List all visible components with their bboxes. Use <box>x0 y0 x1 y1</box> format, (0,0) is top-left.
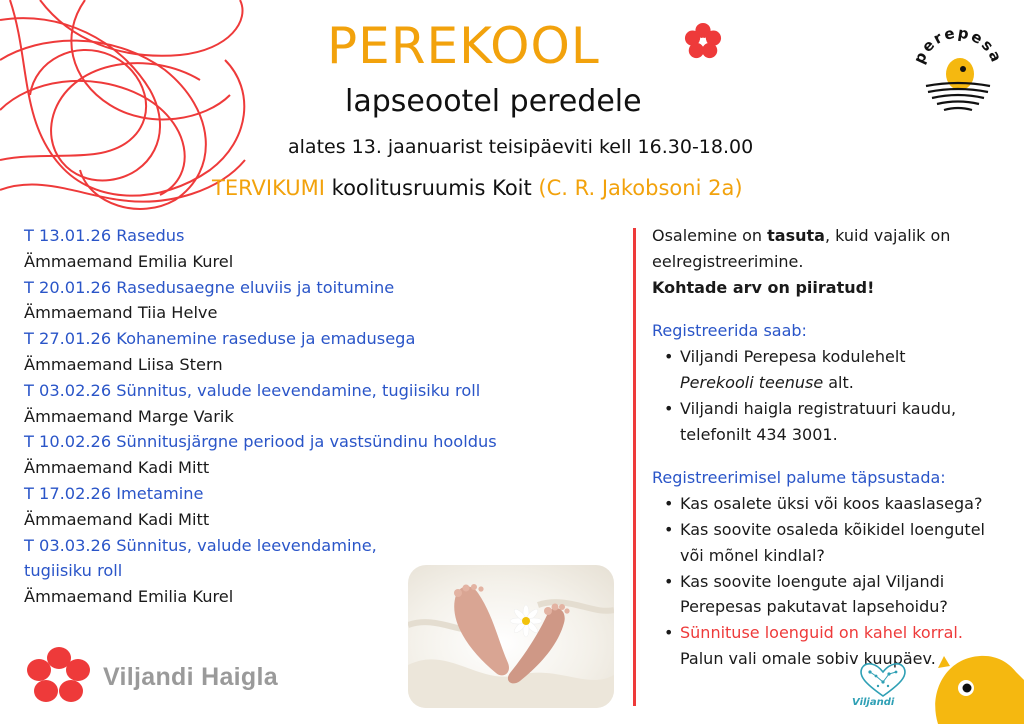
list-item: • Kas osalete üksi või koos kaaslasega? <box>652 491 1012 517</box>
participation-text: Osalemine on <box>652 226 768 245</box>
lecture-title: T 10.02.26 Sünnitusjärgne periood ja vastsündinu hooldus <box>24 432 497 452</box>
schedule-dateline: alates 13. jaanuarist teisipäeviti kell 16.30-18.00 <box>288 136 754 158</box>
lecture-title-continued: tugiisiku roll <box>24 561 123 581</box>
page-title: PEREKOOL <box>327 17 600 75</box>
lecture-title: T 03.02.26 Sünnitus, valude leevendamine, tugiisiku roll <box>24 380 481 400</box>
page-subtitle: lapseootel peredele <box>345 84 642 119</box>
lecturer-name: Ämmaemand Kadi Mitt <box>24 458 210 478</box>
venue-address: (C. R. Jakobsoni 2a) <box>538 176 743 200</box>
list-item: • Kas soovite loengute ajal Viljandi Perepesas pakutavat lapsehoidu? <box>652 569 1012 621</box>
lecture-title: T 17.02.26 Imetamine <box>24 483 204 503</box>
registration-heading: Registreerida saab: <box>652 321 807 341</box>
lecturer-name: Ämmaemand Tiia Helve <box>24 303 218 323</box>
lecturer-name: Ämmaemand Emilia Kurel <box>24 251 234 271</box>
baby-feet-illustration <box>408 565 614 708</box>
specify-heading: Registreerimisel palume täpsustada: <box>652 468 946 488</box>
limited-places-note: Kohtade arv on piiratud! <box>652 277 875 297</box>
flower-icon <box>684 22 722 60</box>
perepesa-logo <box>908 22 1008 122</box>
registration-list <box>652 344 1012 447</box>
viljandi-city-logo <box>856 660 910 698</box>
bird-mascot-icon <box>920 652 1024 724</box>
free-label: tasuta <box>767 226 825 245</box>
lecturer-name: Ämmaemand Kadi Mitt <box>24 509 210 529</box>
column-divider <box>633 228 636 706</box>
participation-note <box>652 223 1012 275</box>
haigla-flower-icon <box>26 646 92 704</box>
baby-feet-photo <box>408 565 614 708</box>
perepesa-logo-text: perepesa <box>909 23 1007 67</box>
haigla-logo-text: Viljandi Haigla <box>103 663 278 691</box>
venue-room: koolitusruumis Koit <box>325 176 539 200</box>
venue-org: TERVIKUMI <box>212 176 325 200</box>
registration-website: Viljandi Perepesa kodulehelt <box>680 347 906 367</box>
two-sessions-note: Sünnituse loenguid on kahel korral. <box>680 623 963 643</box>
lecture-title: T 20.01.26 Rasedusaegne eluviis ja toitumine <box>24 277 395 297</box>
lecture-title: T 03.03.26 Sünnitus, valude leevendamine, <box>24 535 377 555</box>
schedule-list <box>24 223 614 610</box>
info-panel <box>652 223 1012 672</box>
registration-website-cont: alt. <box>823 372 854 392</box>
venue-line <box>212 173 743 203</box>
viljandi-city-text: Viljandi <box>852 697 895 708</box>
list-item: • Viljandi haigla registratuuri kaudu, telefonilt 434 3001. <box>652 396 1012 448</box>
lecture-title: T 27.01.26 Kohanemine raseduse ja emadusega <box>24 329 416 349</box>
participation-text-cont: , kuid vajalik on eelregistreerimine. <box>652 226 951 271</box>
specify-list <box>652 491 1012 672</box>
list-item <box>652 344 1012 396</box>
list-item: • Kas soovite osaleda kõikidel loengutel või mõnel kindlal? <box>652 517 1012 569</box>
lecture-title: T 13.01.26 Rasedus <box>24 226 185 245</box>
service-link-text: Perekooli teenuse <box>680 372 824 392</box>
lecturer-name: Ämmaemand Liisa Stern <box>24 354 223 374</box>
lecturer-name: Ämmaemand Marge Varik <box>24 406 234 426</box>
choose-date-note: Palun vali omale sobiv kuupäev. <box>680 648 936 668</box>
lecturer-name: Ämmaemand Emilia Kurel <box>24 587 234 607</box>
